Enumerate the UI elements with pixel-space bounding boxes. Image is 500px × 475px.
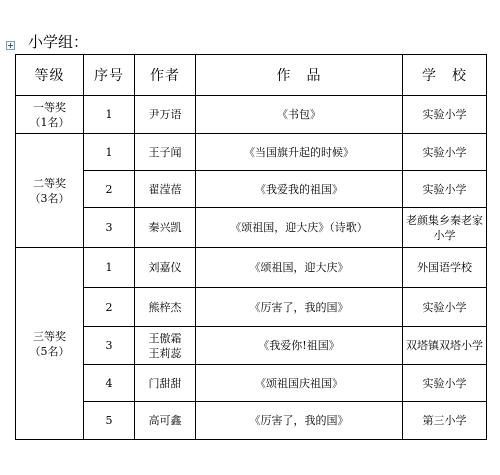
author-cell [135,402,196,440]
author-name: 秦兴凯 [148,221,182,234]
header-work: 作 品 [196,55,403,96]
school-cell [403,208,487,248]
header-author: 作者 [135,55,196,96]
no-cell: 5 [84,402,135,440]
grade-cell [16,248,84,440]
school-name: 实验小学 [422,145,467,159]
school-name: 实验小学 [422,108,467,121]
grade-count: （3名） [29,191,70,205]
work-cell: 《当国旗升起的时候》 [196,134,403,171]
work-cell: 《颂祖国，迎大庆》（诗歌） [196,208,403,248]
author-cell [135,365,196,402]
no-cell: 1 [84,248,135,288]
school-name: 实验小学 [422,300,467,314]
table-row [16,288,487,327]
author-name: 门甜甜 [148,376,182,390]
school-name: 双塔镇双塔小学 [406,339,483,352]
work-cell: 《我爱我的祖国》 [196,171,403,208]
table-row [16,208,487,248]
no-cell: 2 [84,171,135,208]
school-name-line-2: 小学 [433,228,456,242]
work-cell: 《厉害了，我的国》 [196,402,403,440]
grade-count: （5名） [29,344,70,358]
author-cell [135,96,196,134]
grade-label: 二等奖 [33,176,66,190]
author-cell [135,208,196,248]
author-name-2: 王莉蕊 [148,346,182,360]
grade-cell [16,134,84,248]
author-name: 高可鑫 [148,414,182,427]
table-row [16,365,487,402]
author-name: 尹万语 [148,108,182,121]
work-cell: 《颂祖国，迎大庆》 [196,248,403,288]
no-cell: 3 [84,327,135,365]
table-row [16,134,487,171]
author-name: 熊梓杰 [148,300,182,314]
school-name: 第三小学 [422,414,467,427]
header-no: 序号 [84,55,135,96]
school-name: 外国语学校 [417,261,472,274]
grade-cell [16,96,84,134]
no-cell: 4 [84,365,135,402]
author-cell [135,171,196,208]
author-name: 王子闻 [148,145,182,159]
school-name-line-1: 老颜集乡秦老家 [406,213,483,227]
author-cell [135,288,196,327]
work-cell: 《我爱你!祖国》 [196,327,403,365]
school-cell [403,171,487,208]
author-name: 翟滢蓓 [148,182,182,196]
grade-count: （1名） [29,115,70,129]
school-cell [403,327,487,365]
awards-table [15,54,487,440]
table-row [16,327,487,365]
school-cell [403,365,487,402]
table-row [16,248,487,288]
school-cell [403,288,487,327]
school-name: 实验小学 [422,376,467,390]
grade-label: 一等奖 [33,100,66,114]
section-caption: 小学组： [28,33,89,51]
table-row [16,402,487,440]
author-cell [135,327,196,365]
table-row [16,171,487,208]
school-cell [403,248,487,288]
no-cell: 1 [84,96,135,134]
author-cell [135,248,196,288]
header-school: 学 校 [403,55,487,96]
school-cell [403,402,487,440]
header-row [16,55,487,96]
author-cell [135,134,196,171]
author-name: 刘嘉仪 [148,261,182,274]
school-cell [403,96,487,134]
author-name-1: 王傲霜 [148,331,182,345]
table-anchor-icon[interactable] [6,41,15,50]
table-row [16,96,487,134]
school-name: 实验小学 [422,182,467,196]
no-cell: 2 [84,288,135,327]
work-cell: 《颂祖国庆祖国》 [196,365,403,402]
work-cell: 《厉害了，我的国》 [196,288,403,327]
no-cell: 3 [84,208,135,248]
school-cell [403,134,487,171]
work-cell: 《书包》 [196,96,403,134]
no-cell: 1 [84,134,135,171]
grade-label: 三等奖 [33,329,66,343]
header-grade: 等级 [16,55,84,96]
